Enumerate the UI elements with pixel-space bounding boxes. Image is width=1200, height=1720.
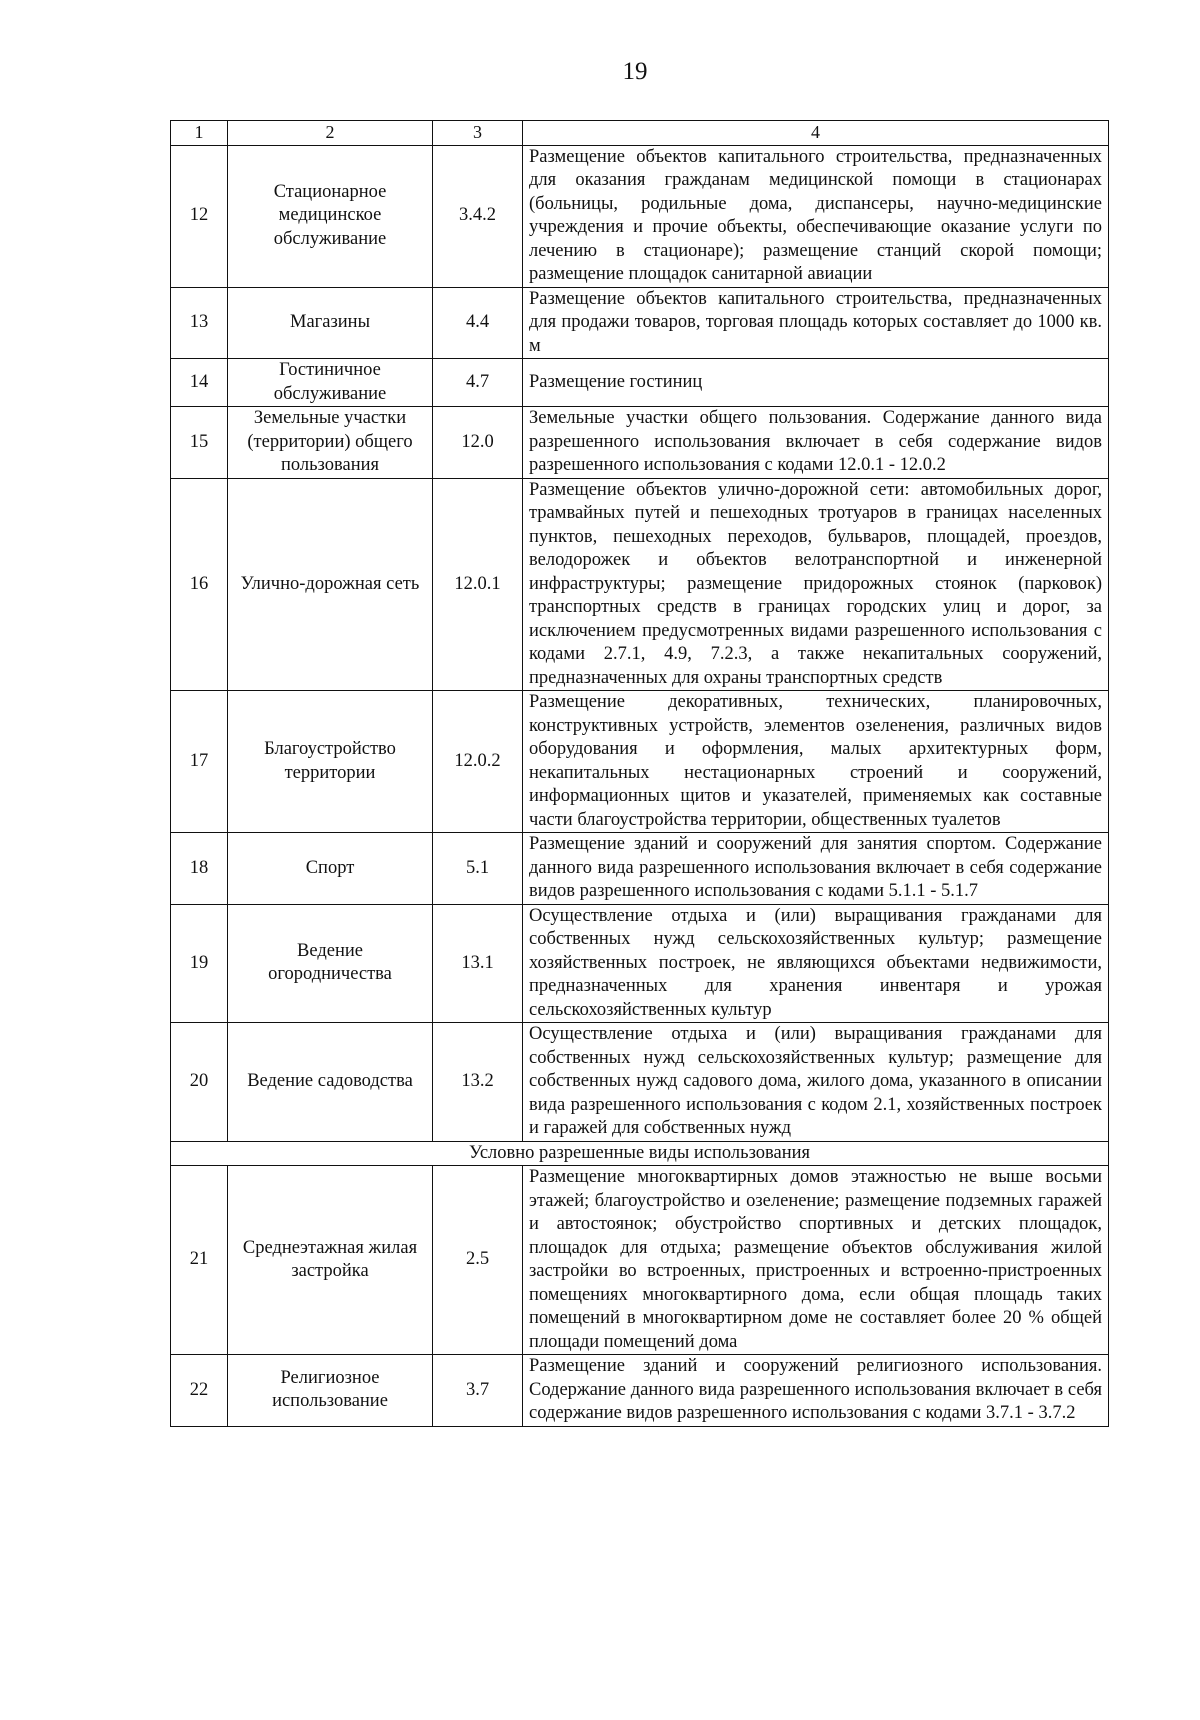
row-number: 17 — [171, 691, 228, 833]
row-number: 16 — [171, 478, 228, 691]
table-row — [171, 833, 1109, 905]
use-description: Осуществление отдыха и (или) выращивания гражданами для собственных нужд сельскохозяйственных культур; размещение хозяйственных построек, не являющихся объектами недвижимости, предназначенных для хранения инвентаря и урожая сельскохозяйственных культур — [523, 904, 1109, 1023]
header-row — [171, 121, 1109, 146]
use-code: 12.0.2 — [433, 691, 523, 833]
page-number: 19 — [622, 58, 648, 85]
use-code: 13.2 — [433, 1023, 523, 1142]
use-code: 2.5 — [433, 1166, 523, 1355]
row-number: 14 — [171, 359, 228, 407]
header-cell: 2 — [228, 121, 433, 146]
use-description: Размещение объектов капитального строительства, предназначенных для оказания гражданам медицинской помощи в стационарах (больницы, родильные дома, диспансеры, научно-медицинские учреждения и прочие объекты, обеспечивающие оказание услуги по лечению в стационаре); размещение станций скорой помощи; размещение площадок санитарной авиации — [523, 145, 1109, 287]
table-row — [171, 145, 1109, 287]
use-code: 3.7 — [433, 1355, 523, 1427]
use-code: 12.0 — [433, 407, 523, 479]
use-code: 5.1 — [433, 833, 523, 905]
use-description: Размещение зданий и сооружений для занятия спортом. Содержание данного вида разрешенного использования включает в себя содержание видов разрешенного использования с кодами 5.1.1 - 5.1.7 — [523, 833, 1109, 905]
table-row — [171, 1166, 1109, 1355]
row-number: 19 — [171, 904, 228, 1023]
use-code: 12.0.1 — [433, 478, 523, 691]
use-name: Ведение садоводства — [228, 1023, 433, 1142]
row-number: 20 — [171, 1023, 228, 1142]
use-code: 4.7 — [433, 359, 523, 407]
header-cell: 1 — [171, 121, 228, 146]
land-use-table — [170, 120, 1109, 1427]
table-row — [171, 691, 1109, 833]
row-number: 22 — [171, 1355, 228, 1427]
row-number: 12 — [171, 145, 228, 287]
use-name: Гостиничное обслуживание — [228, 359, 433, 407]
use-name: Магазины — [228, 287, 433, 359]
table-row — [171, 904, 1109, 1023]
use-description: Размещение гостиниц — [523, 359, 1109, 407]
use-name: Среднеэтажная жилая застройка — [228, 1166, 433, 1355]
use-name: Благоустройство территории — [228, 691, 433, 833]
table-row — [171, 478, 1109, 691]
table-row — [171, 359, 1109, 407]
row-number: 13 — [171, 287, 228, 359]
use-description: Осуществление отдыха и (или) выращивания гражданами для собственных нужд сельскохозяйственных культур; размещение для собственных нужд садового дома, жилого дома, указанного в описании вида разрешенного использования с кодом 2.1, хозяйственных построек и гаражей для собственных нужд — [523, 1023, 1109, 1142]
use-code: 4.4 — [433, 287, 523, 359]
use-name: Ведение огородничества — [228, 904, 433, 1023]
use-name: Земельные участки (территории) общего пользования — [228, 407, 433, 479]
table-row — [171, 407, 1109, 479]
section-row-group — [171, 1141, 1109, 1166]
use-code: 3.4.2 — [433, 145, 523, 287]
use-description: Размещение многоквартирных домов этажностью не выше восьми этажей; благоустройство и озеленение; размещение подземных гаражей и автостоянок; обустройство спортивных и детских площадок, площадок для отдыха; размещение объектов обслуживания жилой застройки во встроенных, пристроенных и встроенно-пристроенных помещениях многоквартирного дома, если общая площадь таких помещений в многоквартирном доме не составляет более 20 % общей площади помещений дома — [523, 1166, 1109, 1355]
use-description: Размещение объектов улично-дорожной сети: автомобильных дорог, трамвайных путей и пешеходных тротуаров в границах населенных пунктов, пешеходных переходов, бульваров, площадей, проездов, велодорожек и объектов велотранспортной и инженерной инфраструктуры; размещение придорожных стоянок (парковок) транспортных средств в границах городских улиц и дорог, за исключением предусмотренных видами разрешенного использования с кодами 2.7.1, 4.9, 7.2.3, а также некапитальных сооружений, предназначенных для охраны транспортных средств — [523, 478, 1109, 691]
table-row — [171, 287, 1109, 359]
header-cell: 4 — [523, 121, 1109, 146]
row-number: 15 — [171, 407, 228, 479]
section-title: Условно разрешенные виды использования — [171, 1141, 1109, 1166]
use-description: Размещение декоративных, технических, планировочных, конструктивных устройств, элементов озеленения, различных видов оборудования и оформления, малых архитектурных форм, некапитальных нестационарных строений и сооружений, информационных щитов и указателей, применяемых как составные части благоустройства территории, общественных туалетов — [523, 691, 1109, 833]
table-row — [171, 1023, 1109, 1142]
section-row — [171, 1141, 1109, 1166]
header-cell: 3 — [433, 121, 523, 146]
row-number: 21 — [171, 1166, 228, 1355]
use-code: 13.1 — [433, 904, 523, 1023]
use-description: Размещение объектов капитального строительства, предназначенных для продажи товаров, торговая площадь которых составляет до 1000 кв. м — [523, 287, 1109, 359]
use-name: Спорт — [228, 833, 433, 905]
use-name: Религиозное использование — [228, 1355, 433, 1427]
row-number: 18 — [171, 833, 228, 905]
conditional-rows — [171, 1166, 1109, 1427]
use-name: Улично-дорожная сеть — [228, 478, 433, 691]
use-description: Земельные участки общего пользования. Содержание данного вида разрешенного использования включает в себя содержание видов разрешенного использования с кодами 12.0.1 - 12.0.2 — [523, 407, 1109, 479]
use-name: Стационарное медицинское обслуживание — [228, 145, 433, 287]
main-rows — [171, 145, 1109, 1141]
use-description: Размещение зданий и сооружений религиозного использования. Содержание данного вида разрешенного использования включает в себя содержание видов разрешенного использования с кодами 3.7.1 - 3.7.2 — [523, 1355, 1109, 1427]
table-row — [171, 1355, 1109, 1427]
